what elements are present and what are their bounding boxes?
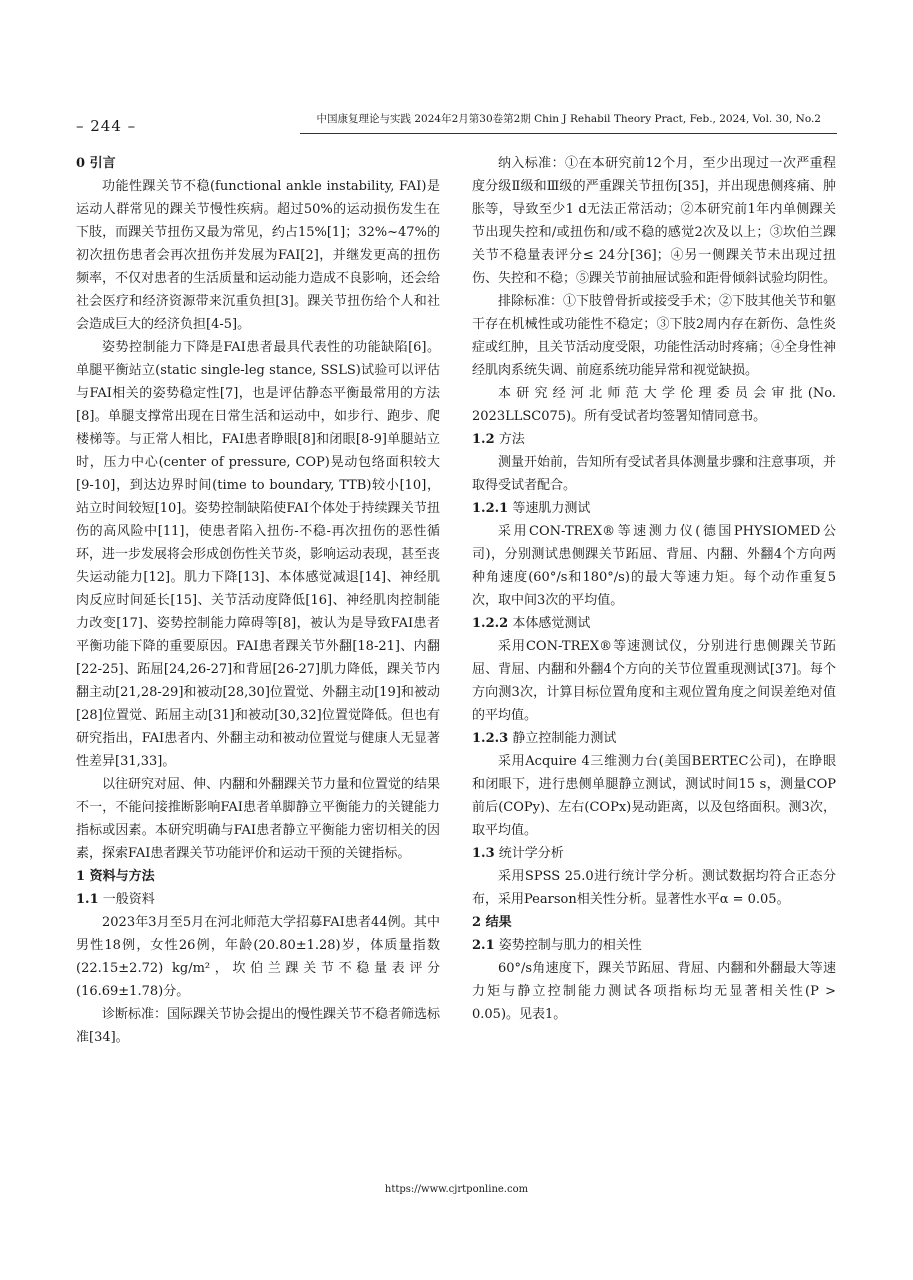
subsection-title: 本体感觉测试 [512, 616, 591, 631]
subsubsection-heading-isokinetic [472, 497, 836, 520]
subsection-number: 2.1 [472, 938, 495, 953]
paragraph-subjects: 2023年3月至5月在河北师范大学招募FAI患者44例。其中男性18例，女性26例，年龄(20.80±1.28)岁，体质量指数(22.15±2.72) kg/m²，坎伯兰踝关节不稳量表评分(16.69±1.78)分。 [76, 915, 440, 999]
paragraph-proprioception: 采用CON-TREX®等速测试仪，分别进行患侧踝关节跖屈、背屈、内翻和外翻4个方向的关节位置重现测试[37]。每个方向测3次，计算目标位置角度和主观位置角度之间误差绝对值的平均值。 [472, 639, 836, 723]
paragraph-ethics: 本研究经河北师范大学伦理委员会审批(No. 2023LLSC075)。所有受试者均签署知情同意书。 [472, 386, 836, 424]
paragraph-static-control: 采用Acquire 4三维测力台(美国BERTEC公司)，在睁眼和闭眼下，进行患侧单腿静立测试，测试时间15 s，测量COP前后(COPy)、左右(COPx)晃动距离，以及包络面积。测3次，取平均值。 [472, 754, 836, 838]
subsubsection-heading-static-control [472, 727, 836, 750]
paragraph-exclusion: 排除标准：①下肢曾骨折或接受手术；②下肢其他关节和躯干存在机械性或功能性不稳定；③下肢2周内存在新伤、急性炎症或红肿，且关节活动度受限，功能性活动时疼痛；④全身性神经肌肉系统失调、前庭系统功能异常和视觉缺损。 [472, 294, 837, 378]
subsection-number: 1.2 [472, 432, 495, 447]
subsection-heading-method [472, 428, 836, 451]
subsection-title: 静立控制能力测试 [512, 731, 617, 746]
subsection-title: 方法 [498, 432, 525, 447]
subsection-heading-correlation [472, 934, 836, 957]
subsection-title: 等速肌力测试 [512, 501, 591, 516]
section-heading-methods: 1 资料与方法 [76, 869, 155, 884]
section-heading-results: 2 结果 [472, 915, 512, 930]
paragraph-intro-2: 姿势控制能力下降是FAI患者最具代表性的功能缺陷[6]。单腿平衡站立(static single-leg stance, SSLS)试验可以评估与FAI相关的姿势稳定性[7]，也是评估静态平衡最常用的方法[8]。单腿支撑常出现在日常生活和运动中，如步行、跑步、爬楼梯等。与正常人相比，FAI患者睁眼[8]和闭眼[8-9]单腿站立时，压力中心(center of pressure, COP)晃动包络面积较大[9-10]，到达边界时间(time to boundary, TTB)较小[10]，站立时间较短[10]。姿势控制缺陷使FAI个体处于持续踝关节扭伤的高风险中[11]，使患者陷入扭伤-不稳-再次扭伤的恶性循环，进一步发展将会形成创伤性关节炎，影响运动表现，甚至丧失运动能力[12]。肌力下降[13]、本体感觉减退[14]、神经肌肉反应时间延长[15]、关节活动度降低[16]、神经肌肉控制能力改变[17]、姿势控制能力障碍等[8]，被认为是导致FAI患者平衡功能下降的重要原因。FAI患者踝关节外翻[18-21]、内翻[22-25]、跖屈[24,26-27]和背屈[26-27]肌力降低，踝关节内翻主动[21,28-29]和被动[28,30]位置觉、外翻主动[19]和被动[28]位置觉、跖屈主动[31]和被动[30,32]位置觉降低。但也有研究指出，FAI患者内、外翻主动和被动位置觉与健康人无显著性差异[31,33]。 [76, 340, 441, 769]
paragraph-isokinetic: 采用CON-TREX®等速测力仪(德国PHYSIOMED公司)，分别测试患侧踝关节跖屈、背屈、内翻、外翻4个方向两种角速度(60°/s和180°/s)的最大等速力矩。每个动作重复5次，取中间3次的平均值。 [472, 524, 836, 608]
subsection-number: 1.2.2 [472, 616, 509, 631]
subsection-title: 姿势控制与肌力的相关性 [498, 938, 642, 953]
header-rule [300, 133, 837, 134]
subsection-heading-statistics [472, 842, 836, 865]
subsection-title: 一般资料 [102, 892, 155, 907]
subsection-number: 1.2.3 [472, 731, 509, 746]
subsection-title: 统计学分析 [498, 846, 564, 861]
section-heading-introduction: 0 引言 [76, 156, 116, 171]
subsubsection-heading-proprioception [472, 612, 836, 635]
page-number: – 244 – [76, 117, 137, 135]
right-column [472, 152, 836, 1026]
running-header: 中国康复理论与实践 2024年2月第30卷第2期 Chin J Rehabil Theory Pract, Feb., 2024, Vol. 30, No.2 [316, 113, 821, 125]
subsection-number: 1.2.1 [472, 501, 509, 516]
subsection-number: 1.1 [76, 892, 99, 907]
paragraph-method: 测量开始前，告知所有受试者具体测量步骤和注意事项，并取得受试者配合。 [472, 455, 837, 493]
paragraph-statistics: 采用SPSS 25.0进行统计学分析。测试数据均符合正态分布，采用Pearson相关性分析。显著性水平α = 0.05。 [472, 869, 836, 907]
paragraph-correlation: 60°/s角速度下，踝关节跖屈、背屈、内翻和外翻最大等速力矩与静立控制能力测试各项指标均无显著相关性(P > 0.05)。见表1。 [472, 961, 836, 1022]
left-column [76, 152, 440, 1049]
subsection-heading-general [76, 888, 440, 911]
paragraph-intro-3: 以往研究对屈、伸、内翻和外翻踝关节力量和位置觉的结果不一，不能问接推断影响FAI患者单脚静立平衡能力的关键能力指标或因素。本研究明确与FAI患者静立平衡能力密切相关的因素，探索FAI患者踝关节功能评价和运动干预的关键指标。 [76, 777, 441, 861]
paragraph-inclusion: 纳入标准：①在本研究前12个月，至少出现过一次严重程度分级Ⅱ级和Ⅲ级的严重踝关节扭伤[35]，并出现患侧疼痛、肿胀等，导致至少1 d无法正常活动；②本研究前1年内单侧踝关节出现失控和/或扭伤和/或不稳的感觉2次及以上；③坎伯兰踝关节不稳量表评分≤ 24分[36]；④另一侧踝关节未出现过扭伤、失控和不稳；⑤踝关节前抽屉试验和距骨倾斜试验均阴性。 [472, 156, 837, 286]
paragraph-diagnosis: 诊断标准：国际踝关节协会提出的慢性踝关节不稳者筛选标准[34]。 [76, 1007, 441, 1045]
footer-url: https://www.cjrtponline.com [384, 1184, 529, 1195]
paragraph-intro-1: 功能性踝关节不稳(functional ankle instability, FAI)是运动人群常见的踝关节慢性疾病。超过50%的运动损伤发生在下肢，而踝关节扭伤又最为常见，约占15%[1]；32%~47%的初次扭伤患者会再次扭伤并发展为FAI[2]，并继发更高的扭伤频率，不仅对患者的生活质量和运动能力造成不良影响，还会给社会医疗和经济资源带来沉重负担[3]。踝关节扭伤给个人和社会造成巨大的经济负担[4-5]。 [76, 179, 441, 332]
subsection-number: 1.3 [472, 846, 495, 861]
